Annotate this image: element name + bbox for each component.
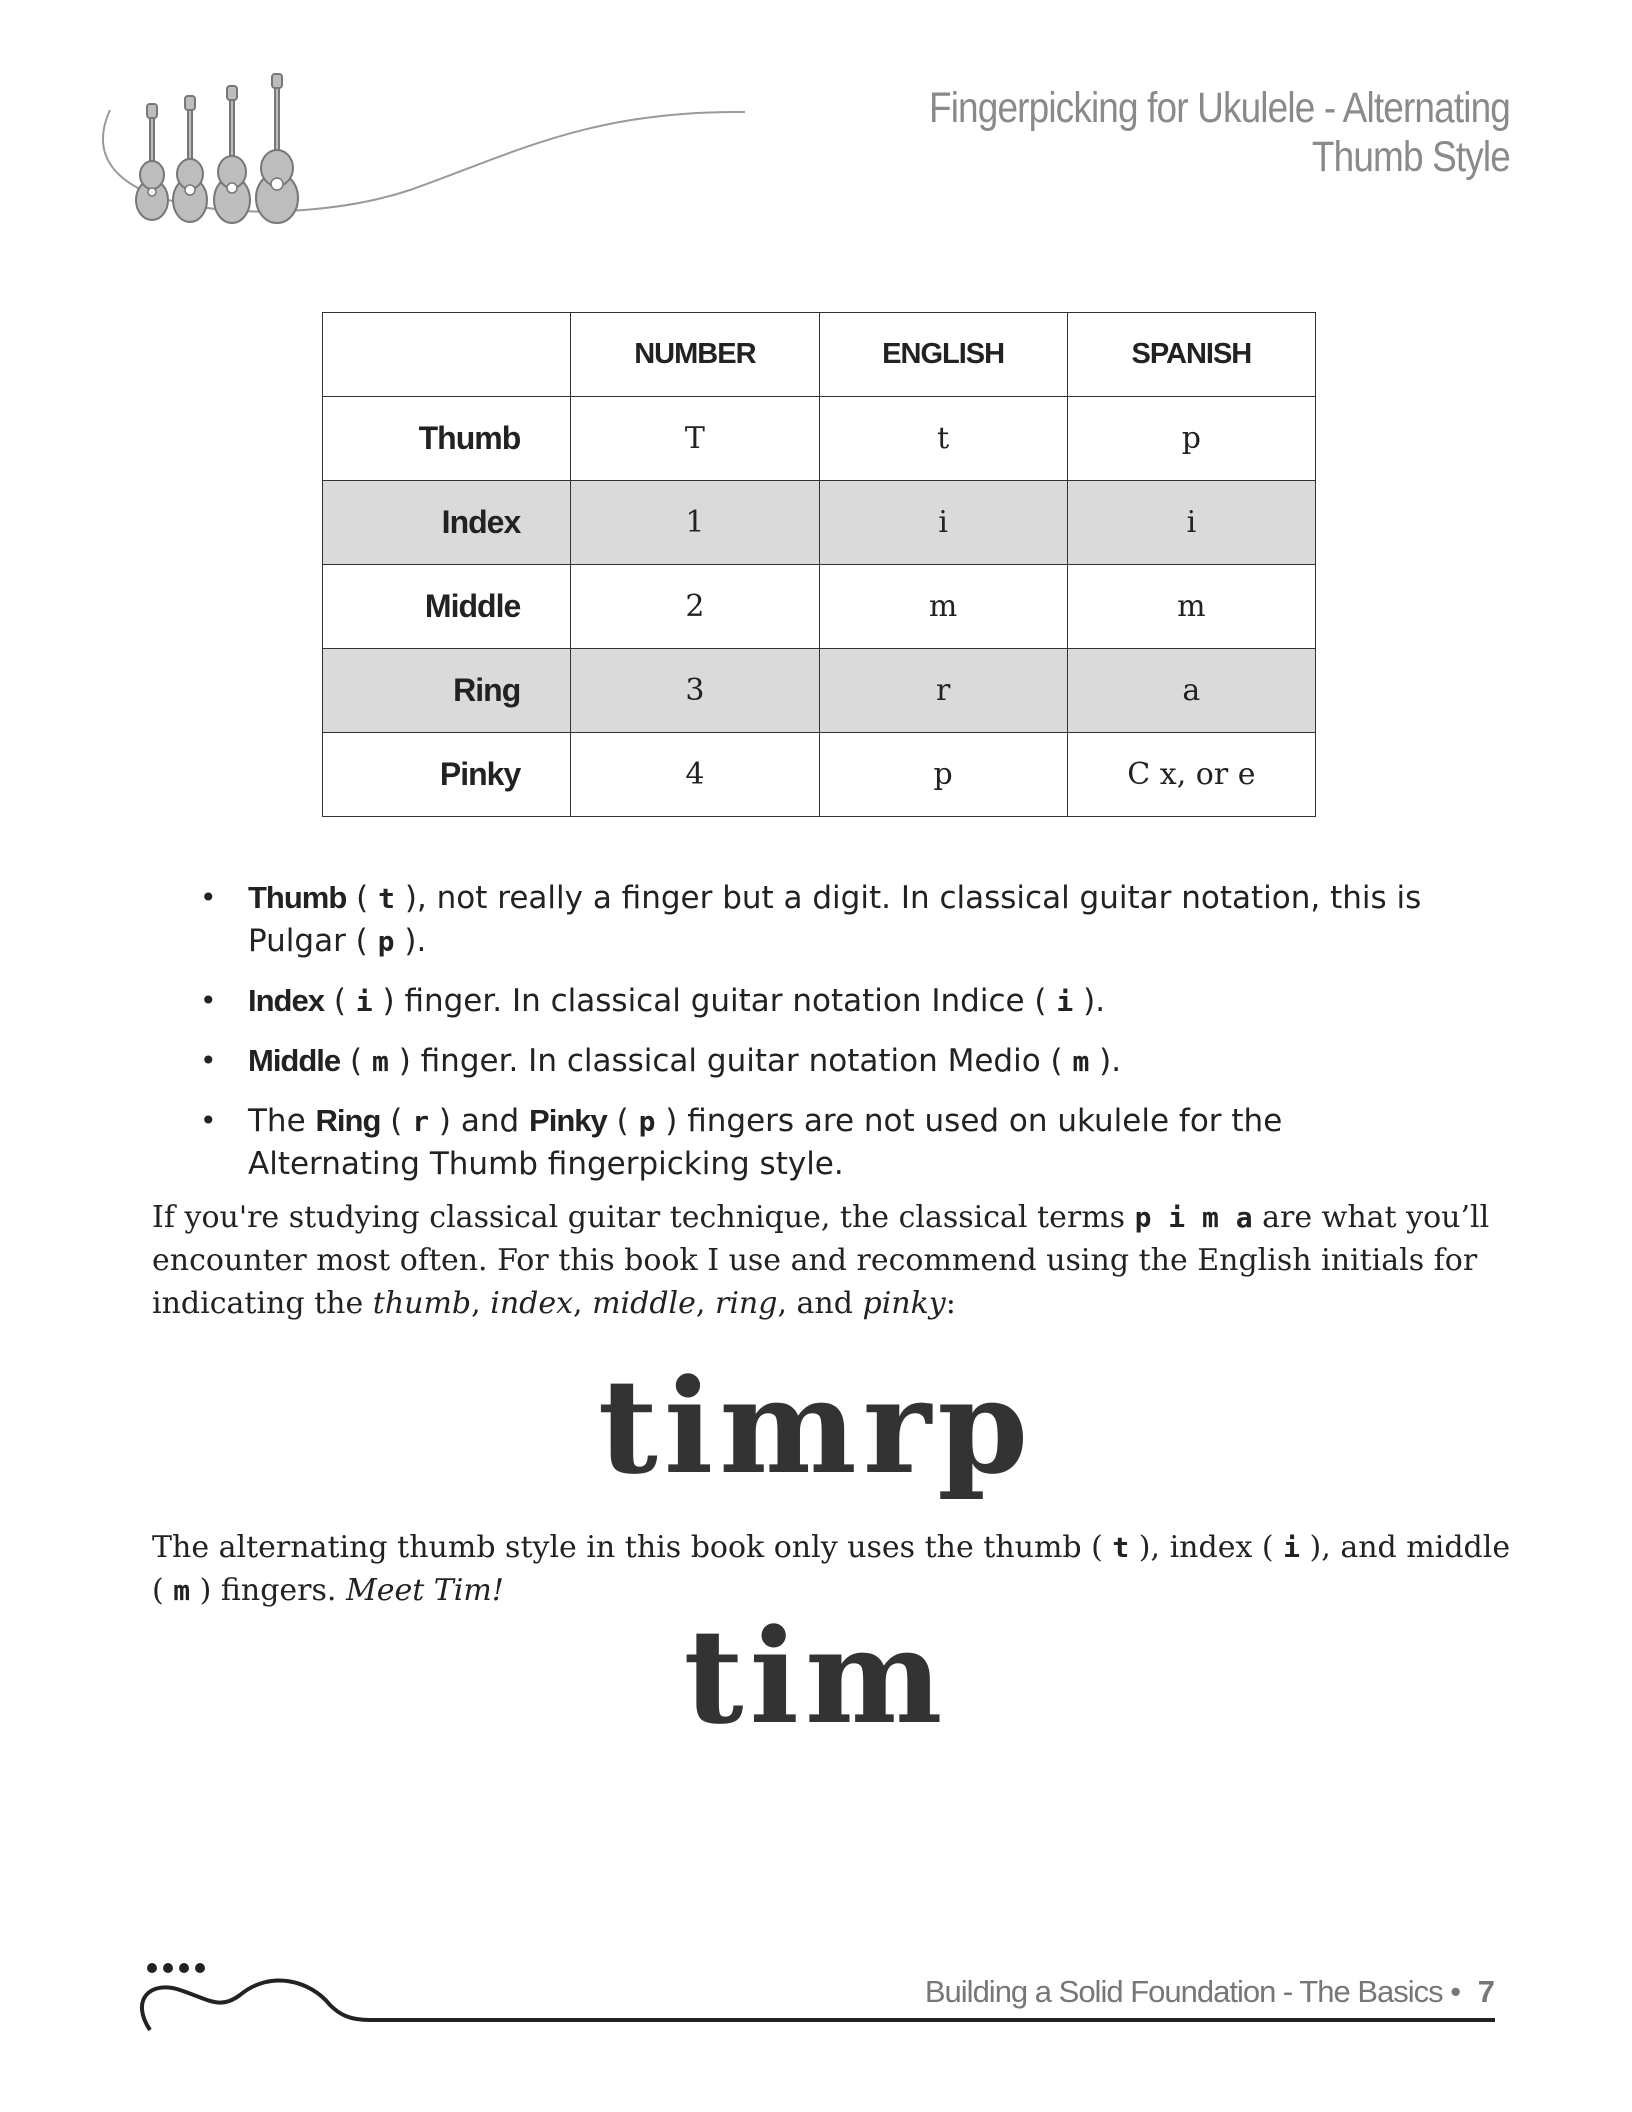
text: ). (394, 923, 427, 959)
term: Pinky (529, 1103, 607, 1138)
text: The (248, 1103, 316, 1139)
term: Ring (315, 1103, 381, 1138)
text: ), not really a finger but a digit. In classical guitar notation, this is Pulgar ( (248, 880, 1422, 959)
text: ( (346, 880, 379, 916)
text: ) and (429, 1103, 530, 1139)
spanish-cell: m (1067, 565, 1315, 649)
list-item (200, 979, 1440, 1023)
text: : (945, 1286, 956, 1321)
code: m (173, 1574, 191, 1607)
code: t (378, 882, 395, 915)
text: ( (606, 1103, 639, 1139)
table-header-cell (323, 313, 571, 397)
text: ). (1089, 1043, 1122, 1079)
row-label: Middle (323, 565, 571, 649)
row-label: Ring (323, 649, 571, 733)
code: m (371, 1045, 389, 1078)
emphasis: ring (714, 1286, 778, 1321)
text: , and (777, 1286, 863, 1321)
emphasis: pinky (862, 1286, 946, 1321)
english-cell: r (819, 649, 1067, 733)
code: t (1112, 1531, 1130, 1564)
term: Thumb (248, 880, 347, 915)
spanish-cell: C x, or e (1067, 733, 1315, 817)
text: ), and middle ( (152, 1530, 1511, 1608)
text: ), index ( (1129, 1530, 1284, 1565)
text: ). (1073, 983, 1106, 1019)
code: i (1056, 985, 1074, 1018)
table-header-cell: ENGLISH (819, 313, 1067, 397)
table-header-row (323, 313, 1316, 397)
code: p (377, 925, 395, 958)
table-row (323, 649, 1316, 733)
emphasis: index (490, 1286, 574, 1321)
code: m (1072, 1045, 1090, 1078)
row-label: Index (323, 481, 571, 565)
list-item (200, 1099, 1440, 1186)
finger-bullet-list (200, 876, 1440, 1202)
running-header-title: Fingerpicking for Ukulele - Alternating Thumb Style (928, 84, 1510, 181)
list-item (200, 876, 1440, 963)
text: ) fingers. (190, 1573, 346, 1608)
page-number: 7 (1477, 1974, 1494, 2009)
spanish-cell: a (1067, 649, 1315, 733)
text: , (573, 1286, 593, 1321)
row-label: Thumb (323, 397, 571, 481)
spanish-cell: i (1067, 481, 1315, 565)
table-row (323, 481, 1316, 565)
term: Index (248, 983, 324, 1018)
running-footer (900, 1974, 1494, 2010)
english-cell: p (819, 733, 1067, 817)
footer-section-title: Building a Solid Foundation - The Basics (924, 1974, 1443, 2009)
text: , (471, 1286, 491, 1321)
text: ( (380, 1103, 413, 1139)
table-row (323, 733, 1316, 817)
code: r (412, 1105, 430, 1138)
text: ) finger. In classical guitar notation Medio ( (388, 1043, 1073, 1079)
number-cell: 3 (571, 649, 819, 733)
english-cell: m (819, 565, 1067, 649)
footer-separator: • (1450, 1974, 1461, 2009)
table-header-cell: SPANISH (1067, 313, 1315, 397)
table-header-cell: NUMBER (571, 313, 819, 397)
emphasis: Meet Tim! (345, 1573, 504, 1608)
finger-letters-tim: tim (683, 1600, 949, 1753)
text: ) fingers are not used on ukulele for the Alternating Thumb fingerpicking style. (248, 1103, 1283, 1182)
text: ) finger. In classical guitar notation Indice ( (372, 983, 1057, 1019)
spanish-cell: p (1067, 397, 1315, 481)
term: Middle (248, 1043, 341, 1078)
emphasis: thumb (372, 1286, 472, 1321)
table-row (323, 565, 1316, 649)
finger-letters-timrp: timrp (597, 1350, 1035, 1503)
number-cell: 2 (571, 565, 819, 649)
code: i (1283, 1531, 1301, 1564)
intro-paragraph (152, 1196, 1522, 1325)
number-cell: 1 (571, 481, 819, 565)
code: i (355, 985, 373, 1018)
code: p (638, 1105, 656, 1138)
text: ( (340, 1043, 372, 1079)
code: p i m a (1134, 1201, 1253, 1234)
number-cell: 4 (571, 733, 819, 817)
emphasis: middle (592, 1286, 696, 1321)
text: If you're studying classical guitar technique, the classical terms (152, 1200, 1135, 1235)
list-item (200, 1039, 1440, 1083)
english-cell: t (819, 397, 1067, 481)
finger-notation-table (322, 312, 1316, 817)
text: are what you’ll encounter most often. For this book I use and recommend using the English initials for indicating the (152, 1200, 1490, 1321)
number-cell: T (571, 397, 819, 481)
row-label: Pinky (323, 733, 571, 817)
text: ( (323, 983, 356, 1019)
text: , (695, 1286, 715, 1321)
table-row (323, 397, 1316, 481)
ukulele-logo-icon (90, 60, 770, 234)
english-cell: i (819, 481, 1067, 565)
text: The alternating thumb style in this book only uses the thumb ( (152, 1530, 1113, 1565)
